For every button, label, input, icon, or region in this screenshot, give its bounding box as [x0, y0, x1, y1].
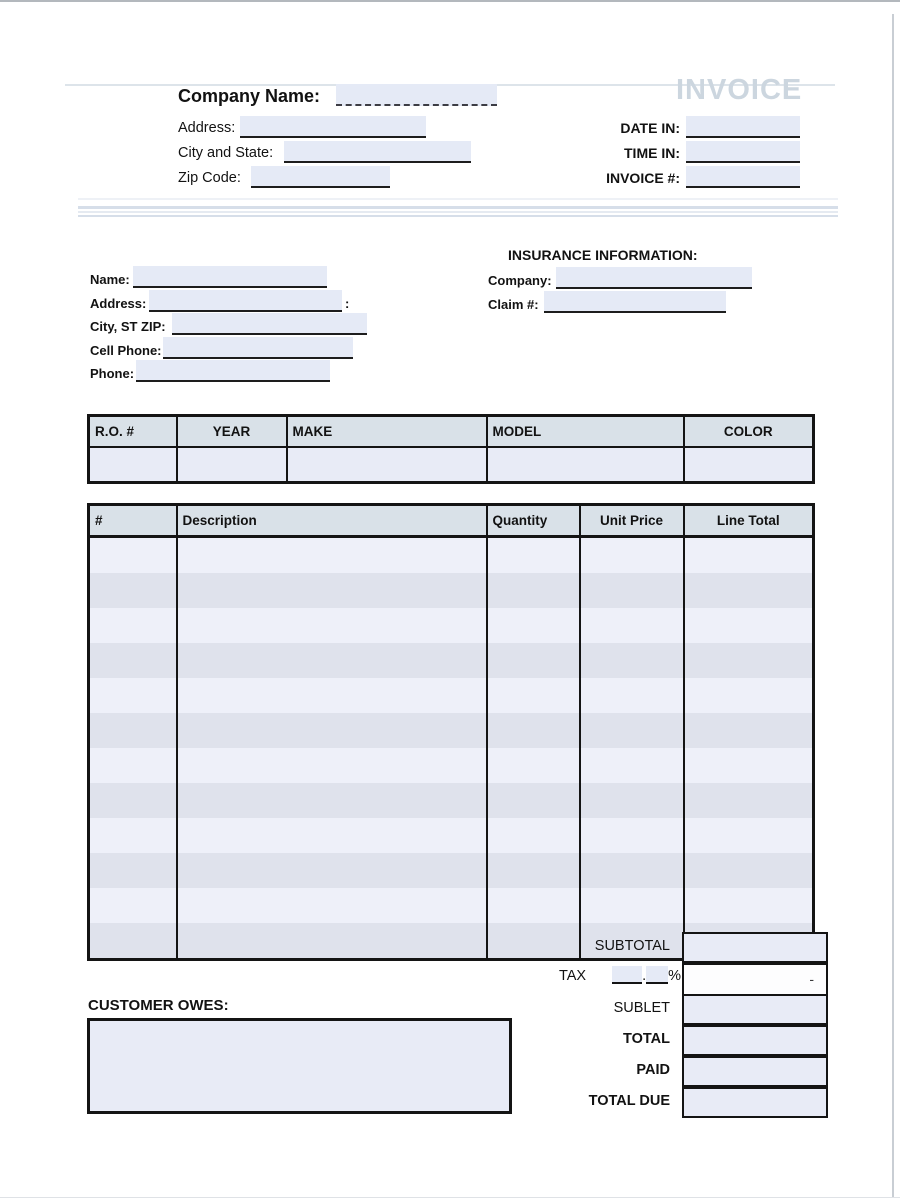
- customer-address-label: Address:: [90, 296, 147, 311]
- company-city-state-field[interactable]: [284, 141, 471, 163]
- insurance-heading: INSURANCE INFORMATION:: [508, 247, 698, 263]
- total-label: TOTAL: [623, 1031, 670, 1047]
- customer-name-label: Name:: [90, 272, 130, 287]
- items-cell[interactable]: [89, 923, 177, 960]
- tax-percent-decimal-field[interactable]: [646, 966, 668, 984]
- customer-phone-field[interactable]: [136, 360, 330, 382]
- items-table: [87, 503, 815, 961]
- items-cell[interactable]: [177, 748, 487, 783]
- customer-cell-phone-field[interactable]: [163, 337, 353, 359]
- divider-line-faint: [78, 198, 838, 200]
- items-cell[interactable]: [580, 783, 684, 818]
- items-cell[interactable]: [487, 608, 580, 643]
- total-value-box[interactable]: [682, 1025, 828, 1056]
- company-address-field[interactable]: [240, 116, 426, 138]
- company-name-label: Company Name:: [178, 86, 321, 106]
- items-header-line-total: Line Total: [684, 505, 814, 537]
- invoice-title: INVOICE: [676, 74, 803, 106]
- items-cell[interactable]: [580, 748, 684, 783]
- items-row: [89, 713, 814, 748]
- items-cell[interactable]: [89, 713, 177, 748]
- items-header-row: [89, 505, 814, 537]
- tax-value-box[interactable]: -: [682, 963, 828, 996]
- items-cell[interactable]: [684, 678, 814, 713]
- customer-owes-label: CUSTOMER OWES:: [88, 997, 229, 1014]
- items-row: [89, 537, 814, 574]
- page-bottom-border: [0, 1197, 900, 1198]
- page-right-border: [892, 14, 894, 1198]
- items-cell[interactable]: [177, 713, 487, 748]
- items-cell[interactable]: [177, 643, 487, 678]
- insurance-company-label: Company:: [488, 273, 552, 288]
- items-cell[interactable]: [487, 748, 580, 783]
- items-cell[interactable]: [89, 853, 177, 888]
- items-header-description: Description: [177, 505, 487, 537]
- items-cell[interactable]: [487, 853, 580, 888]
- items-row: [89, 818, 814, 853]
- insurance-claim-label: Claim #:: [488, 297, 539, 312]
- subtotal-label: SUBTOTAL: [594, 938, 670, 954]
- items-cell[interactable]: [89, 678, 177, 713]
- customer-phone-label: Phone:: [90, 366, 135, 381]
- items-row: [89, 888, 814, 923]
- items-cell[interactable]: [684, 713, 814, 748]
- time-in-field[interactable]: [686, 141, 800, 163]
- paid-value-box[interactable]: [682, 1056, 828, 1087]
- customer-owes-box[interactable]: [87, 1018, 512, 1114]
- tax-label-row: [420, 966, 681, 984]
- paid-label: PAID: [636, 1062, 670, 1078]
- items-row: [89, 748, 814, 783]
- invoice-number-label: INVOICE #:: [606, 170, 680, 186]
- items-cell[interactable]: [177, 888, 487, 923]
- items-cell[interactable]: [580, 608, 684, 643]
- company-zip-field[interactable]: [251, 166, 390, 188]
- items-cell[interactable]: [177, 783, 487, 818]
- items-cell[interactable]: [487, 818, 580, 853]
- items-row: [89, 573, 814, 608]
- items-cell[interactable]: [177, 818, 487, 853]
- items-cell[interactable]: [580, 573, 684, 608]
- customer-cell-phone-label: Cell Phone:: [90, 343, 162, 358]
- vehicle-header-make: MAKE: [287, 416, 487, 448]
- items-cell[interactable]: [580, 537, 684, 574]
- items-cell[interactable]: [580, 678, 684, 713]
- sublet-label: SUBLET: [613, 1000, 670, 1016]
- items-cell[interactable]: [684, 643, 814, 678]
- items-cell[interactable]: [89, 573, 177, 608]
- items-cell[interactable]: [684, 783, 814, 818]
- vehicle-cell-make[interactable]: [287, 447, 487, 483]
- date-in-label: DATE IN:: [620, 120, 680, 136]
- divider-line-1: [78, 206, 838, 209]
- time-in-label: TIME IN:: [624, 145, 680, 161]
- divider-line-2: [78, 211, 838, 213]
- company-city-state-label: City and State:: [178, 145, 274, 161]
- vehicle-cell-color[interactable]: [684, 447, 814, 483]
- items-cell[interactable]: [684, 888, 814, 923]
- items-cell[interactable]: [89, 643, 177, 678]
- company-address-label: Address:: [178, 120, 236, 136]
- vehicle-header-model: MODEL: [487, 416, 684, 448]
- items-row: [89, 608, 814, 643]
- customer-city-st-zip-field[interactable]: [172, 313, 367, 335]
- items-header-quantity: Quantity: [487, 505, 580, 537]
- items-cell[interactable]: [684, 608, 814, 643]
- tax-label: TAX: [558, 968, 587, 984]
- items-row: [89, 678, 814, 713]
- tax-percent-whole-field[interactable]: [612, 966, 642, 984]
- items-table-body: [89, 537, 814, 960]
- page-top-border: [0, 0, 900, 2]
- items-row: [89, 783, 814, 818]
- items-cell[interactable]: [487, 888, 580, 923]
- items-cell[interactable]: [177, 608, 487, 643]
- items-cell[interactable]: [684, 748, 814, 783]
- vehicle-table: [87, 414, 815, 484]
- customer-address-field[interactable]: [149, 290, 342, 312]
- items-cell[interactable]: [580, 888, 684, 923]
- divider-line-3: [78, 215, 838, 217]
- insurance-claim-field[interactable]: [544, 291, 726, 313]
- items-cell[interactable]: [89, 783, 177, 818]
- vehicle-header-color: COLOR: [684, 416, 814, 448]
- items-cell[interactable]: [684, 573, 814, 608]
- items-row: [89, 853, 814, 888]
- vehicle-header-year: YEAR: [177, 416, 287, 448]
- items-cell[interactable]: [580, 853, 684, 888]
- vehicle-header-row: [89, 416, 814, 448]
- vehicle-header-ro: R.O. #: [89, 416, 177, 448]
- items-cell[interactable]: [89, 818, 177, 853]
- items-cell[interactable]: [487, 537, 580, 574]
- items-cell[interactable]: [580, 818, 684, 853]
- company-zip-label: Zip Code:: [178, 170, 241, 186]
- vehicle-cell-ro[interactable]: [89, 447, 177, 483]
- items-cell[interactable]: [487, 643, 580, 678]
- items-cell[interactable]: [177, 537, 487, 574]
- tax-separator: .: [642, 968, 647, 984]
- items-cell[interactable]: [89, 608, 177, 643]
- insurance-company-field[interactable]: [556, 267, 752, 289]
- total-due-value-box[interactable]: [682, 1087, 828, 1118]
- items-cell[interactable]: [684, 818, 814, 853]
- company-name-field[interactable]: [336, 84, 497, 106]
- items-cell[interactable]: [580, 713, 684, 748]
- items-cell[interactable]: [487, 678, 580, 713]
- items-cell[interactable]: [487, 713, 580, 748]
- sublet-value-box[interactable]: [682, 994, 828, 1025]
- items-cell[interactable]: [684, 853, 814, 888]
- items-header-number: #: [89, 505, 177, 537]
- subtotal-value-box[interactable]: [682, 932, 828, 963]
- items-cell[interactable]: [684, 537, 814, 574]
- items-header-unit-price: Unit Price: [580, 505, 684, 537]
- items-row: [89, 643, 814, 678]
- items-cell[interactable]: [487, 783, 580, 818]
- customer-address-colon: :: [345, 296, 350, 311]
- vehicle-row: [89, 447, 814, 483]
- vehicle-cell-model[interactable]: [487, 447, 684, 483]
- vehicle-cell-year[interactable]: [177, 447, 287, 483]
- date-in-field[interactable]: [686, 116, 800, 138]
- items-cell[interactable]: [89, 888, 177, 923]
- total-due-label: TOTAL DUE: [588, 1093, 670, 1109]
- items-cell[interactable]: [177, 678, 487, 713]
- items-cell[interactable]: [487, 573, 580, 608]
- items-cell[interactable]: [89, 537, 177, 574]
- items-cell[interactable]: [177, 853, 487, 888]
- items-cell[interactable]: [177, 573, 487, 608]
- items-cell[interactable]: [89, 748, 177, 783]
- invoice-number-field[interactable]: [686, 166, 800, 188]
- customer-name-field[interactable]: [133, 266, 327, 288]
- items-cell[interactable]: [580, 643, 684, 678]
- customer-city-st-zip-label: City, ST ZIP:: [90, 319, 166, 334]
- tax-percent-sign: %: [668, 968, 681, 984]
